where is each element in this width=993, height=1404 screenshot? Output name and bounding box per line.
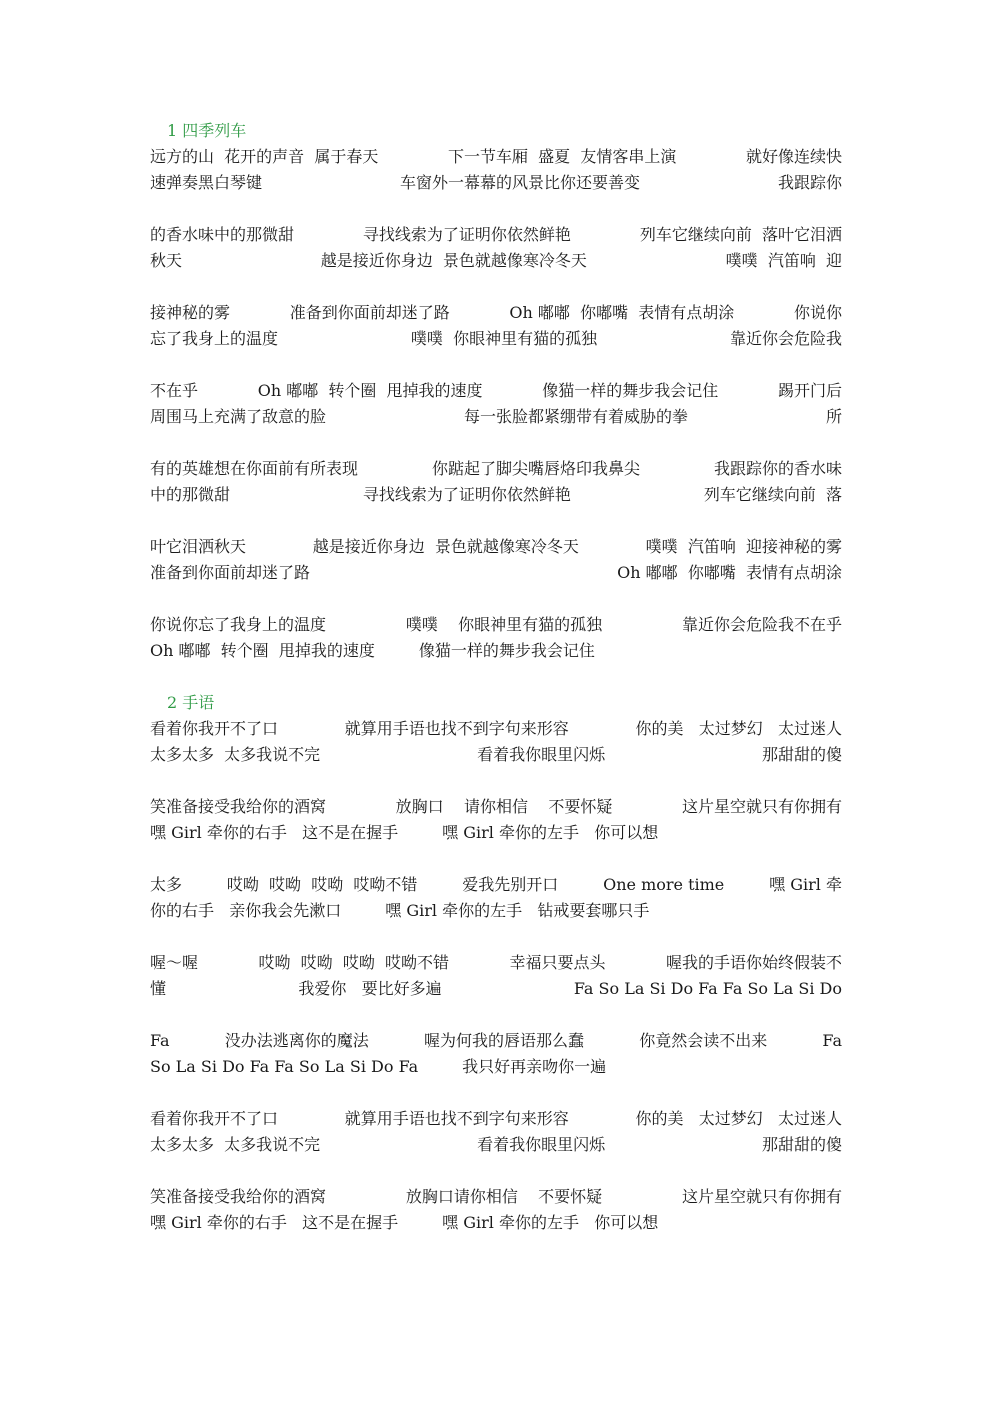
lyric-phrase: 嘿 Girl 牵 [769,875,842,894]
lyric-phrase: Oh 嘟嘟 你嘟嘴 表情有点胡涂 [509,303,735,322]
lyric-phrase: 你的美 太过梦幻 太过迷人 [635,719,842,738]
lyric-phrase: 忘了我身上的温度 [150,329,279,348]
lyric-line [150,378,842,404]
lyric-line [150,326,842,352]
lyric-phrase: 你说你 [793,303,842,322]
lyric-line [150,300,842,326]
lyric-line [150,170,842,196]
lyric-phrase: 寻找线索为了证明你依然鲜艳 [362,485,571,504]
lyric-line [150,248,842,274]
lyric-phrase: 你踮起了脚尖嘴唇烙印我鼻尖 [431,459,640,478]
lyric-phrase: Fa [150,1031,170,1050]
lyric-paragraph [150,794,842,846]
lyric-phrase: 像猫一样的舞步我会记住 [418,641,595,660]
lyric-paragraph [150,872,842,924]
lyric-phrase: Fa [822,1031,842,1050]
lyric-phrase: 没办法逃离你的魔法 [224,1031,369,1050]
lyric-phrase: Oh 嘟嘟 转个圈 甩掉我的速度 [257,381,483,400]
lyric-line [150,456,842,482]
lyric-phrase: 放胸口请你相信 不要怀疑 [405,1187,603,1206]
lyric-phrase: 所 [825,407,842,426]
lyric-phrase: 像猫一样的舞步我会记住 [542,381,719,400]
lyric-phrase: Oh 嘟嘟 你嘟嘴 表情有点胡涂 [617,563,842,582]
lyric-phrase: 准备到你面前却迷了路 [289,303,450,322]
lyric-phrase: 速弹奏黑白琴键 [150,173,263,192]
lyric-line [150,144,842,170]
lyric-phrase: One more time [603,875,725,894]
lyric-phrase: 放胸口 请你相信 不要怀疑 [395,797,613,816]
lyric-phrase: 笑准备接受我给你的酒窝 [150,797,327,816]
song-title: 1 四季列车 [167,121,247,140]
lyric-phrase: 中的那微甜 [150,485,231,504]
lyric-phrase: 有的英雄想在你面前有所表现 [150,459,359,478]
lyric-phrase: 叶它泪洒秋天 [150,537,247,556]
lyric-phrase: 越是接近你身边 景色就越像寒冷冬天 [312,537,579,556]
lyric-line [150,1184,842,1210]
lyric-line [150,560,842,586]
lyric-line [150,638,842,664]
lyric-phrase: 太多太多 太多我说不完 [150,1135,321,1154]
lyric-paragraph [150,716,842,768]
lyric-phrase: 秋天 [150,251,183,270]
lyric-phrase: 周围马上充满了敌意的脸 [150,407,327,426]
lyric-phrase: 看着你我开不了口 [150,1109,279,1128]
lyric-phrase: 就算用手语也找不到字句来形容 [344,719,569,738]
lyric-line [150,976,842,1002]
lyric-phrase: 我跟踪你的香水味 [713,459,842,478]
lyric-paragraph [150,300,842,352]
lyric-paragraph [150,378,842,430]
lyric-phrase: 太多 [150,875,183,894]
lyric-phrase: So La Si Do Fa Fa So La Si Do Fa [150,1057,419,1076]
lyric-phrase: 的香水味中的那微甜 [150,225,295,244]
lyric-phrase: 靠近你会危险我 [729,329,842,348]
lyric-phrase: 嘿 Girl 牵你的左手 你可以想 [442,1213,659,1232]
lyric-phrase: 嘿 Girl 牵你的右手 这不是在握手 [150,1213,399,1232]
lyric-paragraph [150,950,842,1002]
lyric-phrase: 噗噗 汽笛响 迎接神秘的雾 [645,537,842,556]
lyric-phrase: 那甜甜的傻 [761,1135,842,1154]
lyric-phrase: 爱我先别开口 [462,875,559,894]
lyric-phrase: 笑准备接受我给你的酒窝 [150,1187,327,1206]
lyric-phrase: 下一节车厢 盛夏 友情客串上演 [447,147,677,166]
lyric-paragraph [150,222,842,274]
lyric-phrase: 太多太多 太多我说不完 [150,745,321,764]
lyric-phrase: 车窗外一幕幕的风景比你还要善变 [399,173,640,192]
lyric-phrase: 噗噗 你眼神里有猫的孤独 [405,615,603,634]
lyric-line [150,950,842,976]
lyric-phrase: 嘿 Girl 牵你的左手 钻戒要套哪只手 [385,901,650,920]
lyric-line [150,742,842,768]
lyric-phrase: 就好像连续快 [745,147,842,166]
lyrics-document [150,118,842,1262]
lyric-paragraph [150,1106,842,1158]
lyric-phrase: 每一张脸都紧绷带有着威胁的拳 [463,407,688,426]
lyric-line [150,716,842,742]
lyric-phrase: 懂 [150,979,167,998]
lyric-paragraph [150,144,842,196]
lyric-phrase: Oh 嘟嘟 转个圈 甩掉我的速度 [150,641,375,660]
lyric-phrase: 哎呦 哎呦 哎呦 哎呦不错 [226,875,418,894]
lyric-phrase: 越是接近你身边 景色就越像寒冷冬天 [320,251,587,270]
lyric-line [150,1210,842,1236]
lyric-phrase: 远方的山 花开的声音 属于春天 [150,147,379,166]
lyric-phrase: 这片星空就只有你拥有 [681,1187,842,1206]
lyric-paragraph [150,612,842,664]
lyric-line [150,534,842,560]
lyric-phrase: 你竟然会读不出来 [639,1031,768,1050]
lyric-phrase: 你说你忘了我身上的温度 [150,615,327,634]
lyric-phrase: 嘿 Girl 牵你的左手 你可以想 [442,823,659,842]
lyric-phrase: 看着我你眼里闪烁 [477,1135,606,1154]
lyric-phrase: 嘿 Girl 牵你的右手 这不是在握手 [150,823,399,842]
lyric-phrase: 幸福只要点头 [509,953,606,972]
lyric-phrase: 列车它继续向前 落 [703,485,842,504]
song-title: 2 手语 [167,693,215,712]
lyric-line [150,1132,842,1158]
lyric-phrase: 就算用手语也找不到字句来形容 [344,1109,569,1128]
lyric-phrase: 看着我你眼里闪烁 [477,745,606,764]
lyric-paragraph [150,534,842,586]
lyric-line [150,612,842,638]
lyric-phrase: 喔我的手语你始终假装不 [665,953,842,972]
lyric-line [150,820,842,846]
lyric-phrase: 喔为何我的唇语那么蠢 [423,1031,584,1050]
lyric-line [150,222,842,248]
lyric-line [150,404,842,430]
lyric-line [150,794,842,820]
lyric-phrase: Fa So La Si Do Fa Fa So La Si Do [573,979,842,998]
lyric-phrase: 我跟踪你 [777,173,842,192]
lyric-line [150,1106,842,1132]
lyric-phrase: 你的右手 亲你我会先漱口 [150,901,342,920]
lyric-phrase: 接神秘的雾 [150,303,231,322]
lyric-line [150,898,842,924]
lyric-phrase: 我只好再亲吻你一遍 [462,1057,607,1076]
lyric-paragraph [150,456,842,508]
lyric-phrase: 寻找线索为了证明你依然鲜艳 [362,225,571,244]
lyric-phrase: 靠近你会危险我不在乎 [681,615,842,634]
lyric-phrase: 那甜甜的傻 [761,745,842,764]
lyric-phrase: 喔～喔 [150,953,199,972]
lyric-line [150,1028,842,1054]
lyric-phrase: 踢开门后 [777,381,842,400]
lyric-phrase: 噗噗 汽笛响 迎 [725,251,842,270]
lyric-phrase: 不在乎 [150,381,199,400]
lyric-phrase: 这片星空就只有你拥有 [681,797,842,816]
lyric-paragraph [150,1028,842,1080]
lyric-phrase: 你的美 太过梦幻 太过迷人 [635,1109,842,1128]
lyric-phrase: 看着你我开不了口 [150,719,279,738]
lyric-phrase: 准备到你面前却迷了路 [150,563,311,582]
lyric-line [150,872,842,898]
lyric-line [150,482,842,508]
lyric-phrase: 我爱你 要比好多遍 [298,979,442,998]
lyric-phrase: 哎呦 哎呦 哎呦 哎呦不错 [258,953,450,972]
lyric-phrase: 噗噗 你眼神里有猫的孤独 [410,329,598,348]
lyric-line [150,1054,842,1080]
lyric-paragraph [150,1184,842,1236]
lyric-phrase: 列车它继续向前 落叶它泪洒 [639,225,842,244]
